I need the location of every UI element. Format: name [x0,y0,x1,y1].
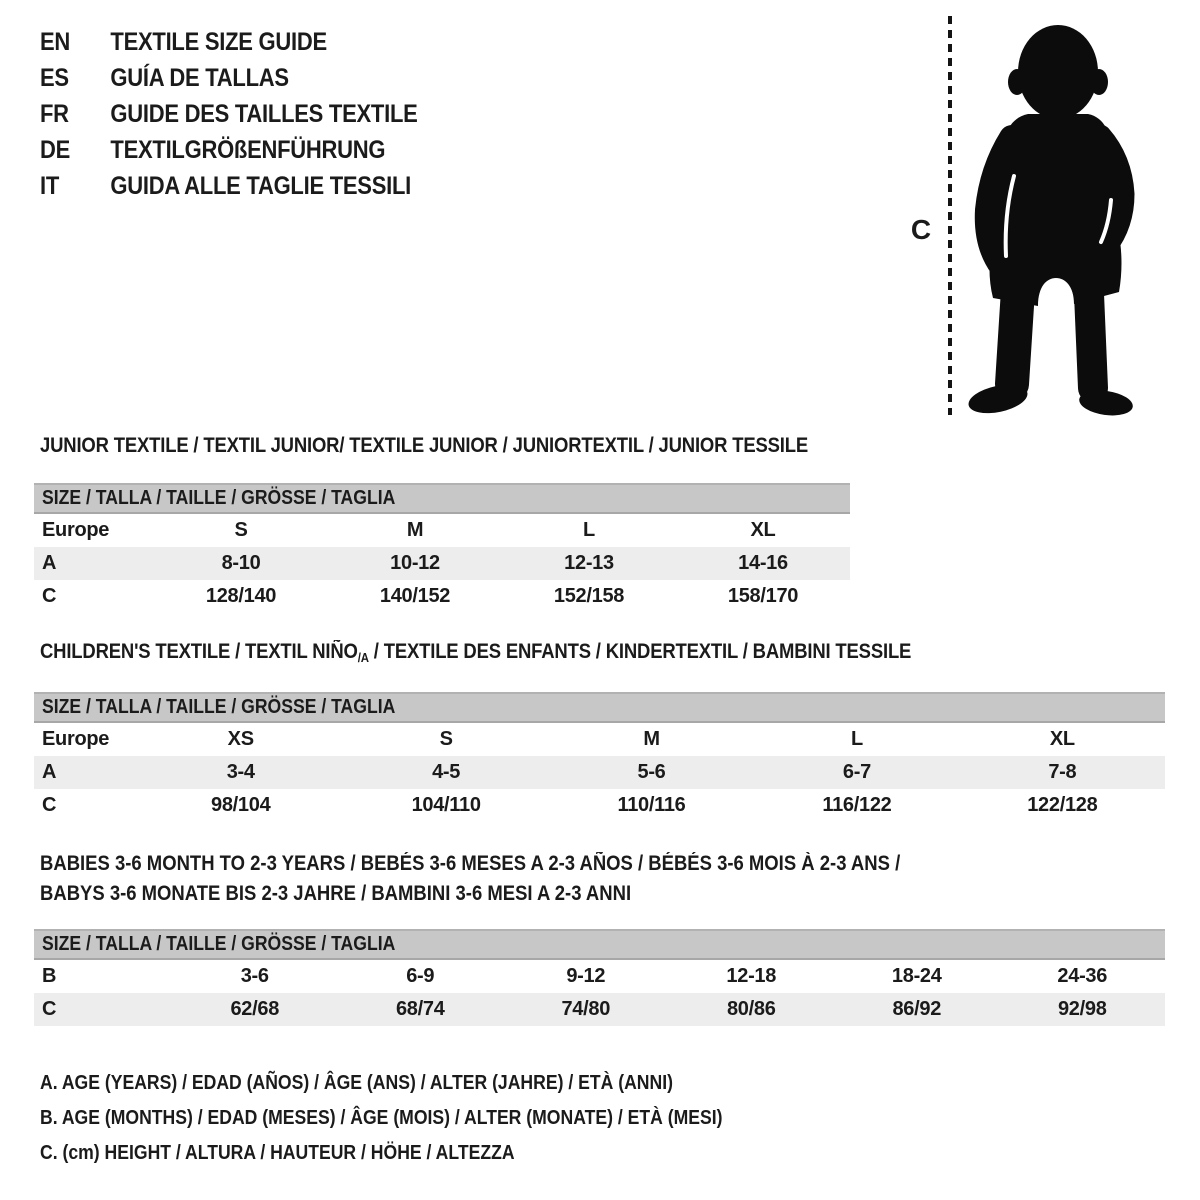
children-section-title [40,640,911,665]
size-header-label: SIZE / TALLA / TAILLE / GRÖSSE / TAGLIA [42,933,396,955]
age-value: 3-4 [226,761,255,783]
age-value: 6-7 [842,761,871,783]
toddler-silhouette-icon [962,18,1142,418]
language-code-de: DE [40,135,71,164]
months-value: 12-18 [726,965,777,987]
age-value: 4-5 [432,761,461,783]
region-header: Europe [42,728,110,750]
junior-row-height [34,580,850,613]
children-row-height [34,789,1165,822]
months-value: 6-9 [406,965,435,987]
column-header-s: S [439,728,453,750]
height-measure-label: C [910,214,932,245]
months-value: 18-24 [891,965,942,987]
legend-age-months: B. AGE (MONTHS) / EDAD (MESES) / ÂGE (MOIS) / ALTER (MONATE) / ETÀ (MESI) [40,1107,723,1129]
guide-title-es: GUÍA DE TALLAS [110,63,289,92]
guide-title-de: TEXTILGRÖßENFÜHRUNG [110,135,386,164]
column-header-l: L [850,728,863,750]
height-value: 152/158 [553,585,625,607]
months-value: 24-36 [1057,965,1108,987]
age-value: 8-10 [221,552,261,574]
language-code-fr: FR [40,99,69,128]
children-size-header-bar [34,692,1165,723]
height-value: 86/92 [892,998,942,1020]
junior-size-header-bar [34,483,850,514]
height-value: 158/170 [727,585,799,607]
row-label-a: A [42,761,57,783]
language-header [40,24,469,204]
babies-title-line2: BABYS 3-6 MONATE BIS 2-3 JAHRE / BAMBINI 3-6 MESI A 2-3 ANNI [40,882,632,905]
height-value: 110/116 [617,794,686,816]
guide-title-it: GUIDA ALLE TAGLIE TESSILI [110,171,411,200]
height-value: 140/152 [379,585,451,607]
size-header-label: SIZE / TALLA / TAILLE / GRÖSSE / TAGLIA [42,696,396,718]
age-value: 10-12 [390,552,440,574]
column-header-l: L [583,519,595,541]
height-value: 92/98 [1057,998,1107,1020]
children-title-rest: / TEXTILE DES ENFANTS / KINDERTEXTIL / BAMBINI TESSILE [368,640,912,663]
children-size-table [34,692,1165,822]
row-label-c: C [42,794,57,816]
height-value: 80/86 [726,998,776,1020]
children-header-row [34,723,1165,756]
age-value: 12-13 [564,552,614,574]
children-title-sub: /A [357,650,369,665]
language-code-it: IT [40,171,60,200]
children-title-main: CHILDREN'S TEXTILE / TEXTIL NIÑO [40,640,358,663]
babies-title-line1: BABIES 3-6 MONTH TO 2-3 YEARS / BEBÉS 3-6 MESES A 2-3 AÑOS / BÉBÉS 3-6 MOIS À 2-3 ANS / [40,852,901,875]
legend-age-years: A. AGE (YEARS) / EDAD (AÑOS) / ÂGE (ANS) / ALTER (JAHRE) / ETÀ (ANNI) [40,1072,673,1094]
guide-title-en: TEXTILE SIZE GUIDE [110,27,327,56]
language-row-en [40,24,418,60]
language-code-en: EN [40,27,71,56]
height-value: 128/140 [205,585,277,607]
children-row-age [34,756,1165,789]
babies-row-months [34,960,1165,993]
height-dashed-line [948,16,952,415]
guide-title-fr: GUIDE DES TAILLES TEXTILE [110,99,418,128]
months-value: 3-6 [240,965,269,987]
junior-row-age [34,547,850,580]
height-value: 104/110 [411,794,481,816]
height-value: 74/80 [561,998,611,1020]
language-row-it [40,168,418,204]
row-label-c: C [42,585,57,607]
babies-section-title [40,849,1018,909]
language-row-de [40,132,418,168]
row-label-c: C [42,998,57,1020]
region-header: Europe [42,519,110,541]
height-value: 68/74 [395,998,445,1020]
language-code-es: ES [40,63,69,92]
column-header-xl: XL [750,519,776,541]
column-header-xl: XL [1049,728,1075,750]
column-header-m: M [643,728,660,750]
legend-height-cm: C. (cm) HEIGHT / ALTURA / HAUTEUR / HÖHE / ALTEZZA [40,1142,515,1164]
junior-size-table [34,483,850,613]
size-header-label: SIZE / TALLA / TAILLE / GRÖSSE / TAGLIA [42,487,396,509]
junior-header-row [34,514,850,547]
age-value: 5-6 [637,761,666,783]
legend [40,1066,816,1171]
age-value: 7-8 [1048,761,1077,783]
babies-size-header-bar [34,929,1165,960]
babies-size-table [34,929,1165,1026]
height-value: 122/128 [1027,794,1098,816]
height-value: 116/122 [822,794,892,816]
months-value: 9-12 [566,965,606,987]
column-header-s: S [234,519,248,541]
height-value: 62/68 [230,998,280,1020]
height-value: 98/104 [211,794,271,816]
row-label-a: A [42,552,57,574]
column-header-xs: XS [227,728,254,750]
babies-row-height [34,993,1165,1026]
junior-section-title: JUNIOR TEXTILE / TEXTIL JUNIOR/ TEXTILE JUNIOR / JUNIORTEXTIL / JUNIOR TESSILE [40,434,809,457]
row-label-b: B [42,965,57,987]
column-header-m: M [406,519,424,541]
age-value: 14-16 [738,552,788,574]
language-row-fr [40,96,418,132]
language-row-es [40,60,418,96]
